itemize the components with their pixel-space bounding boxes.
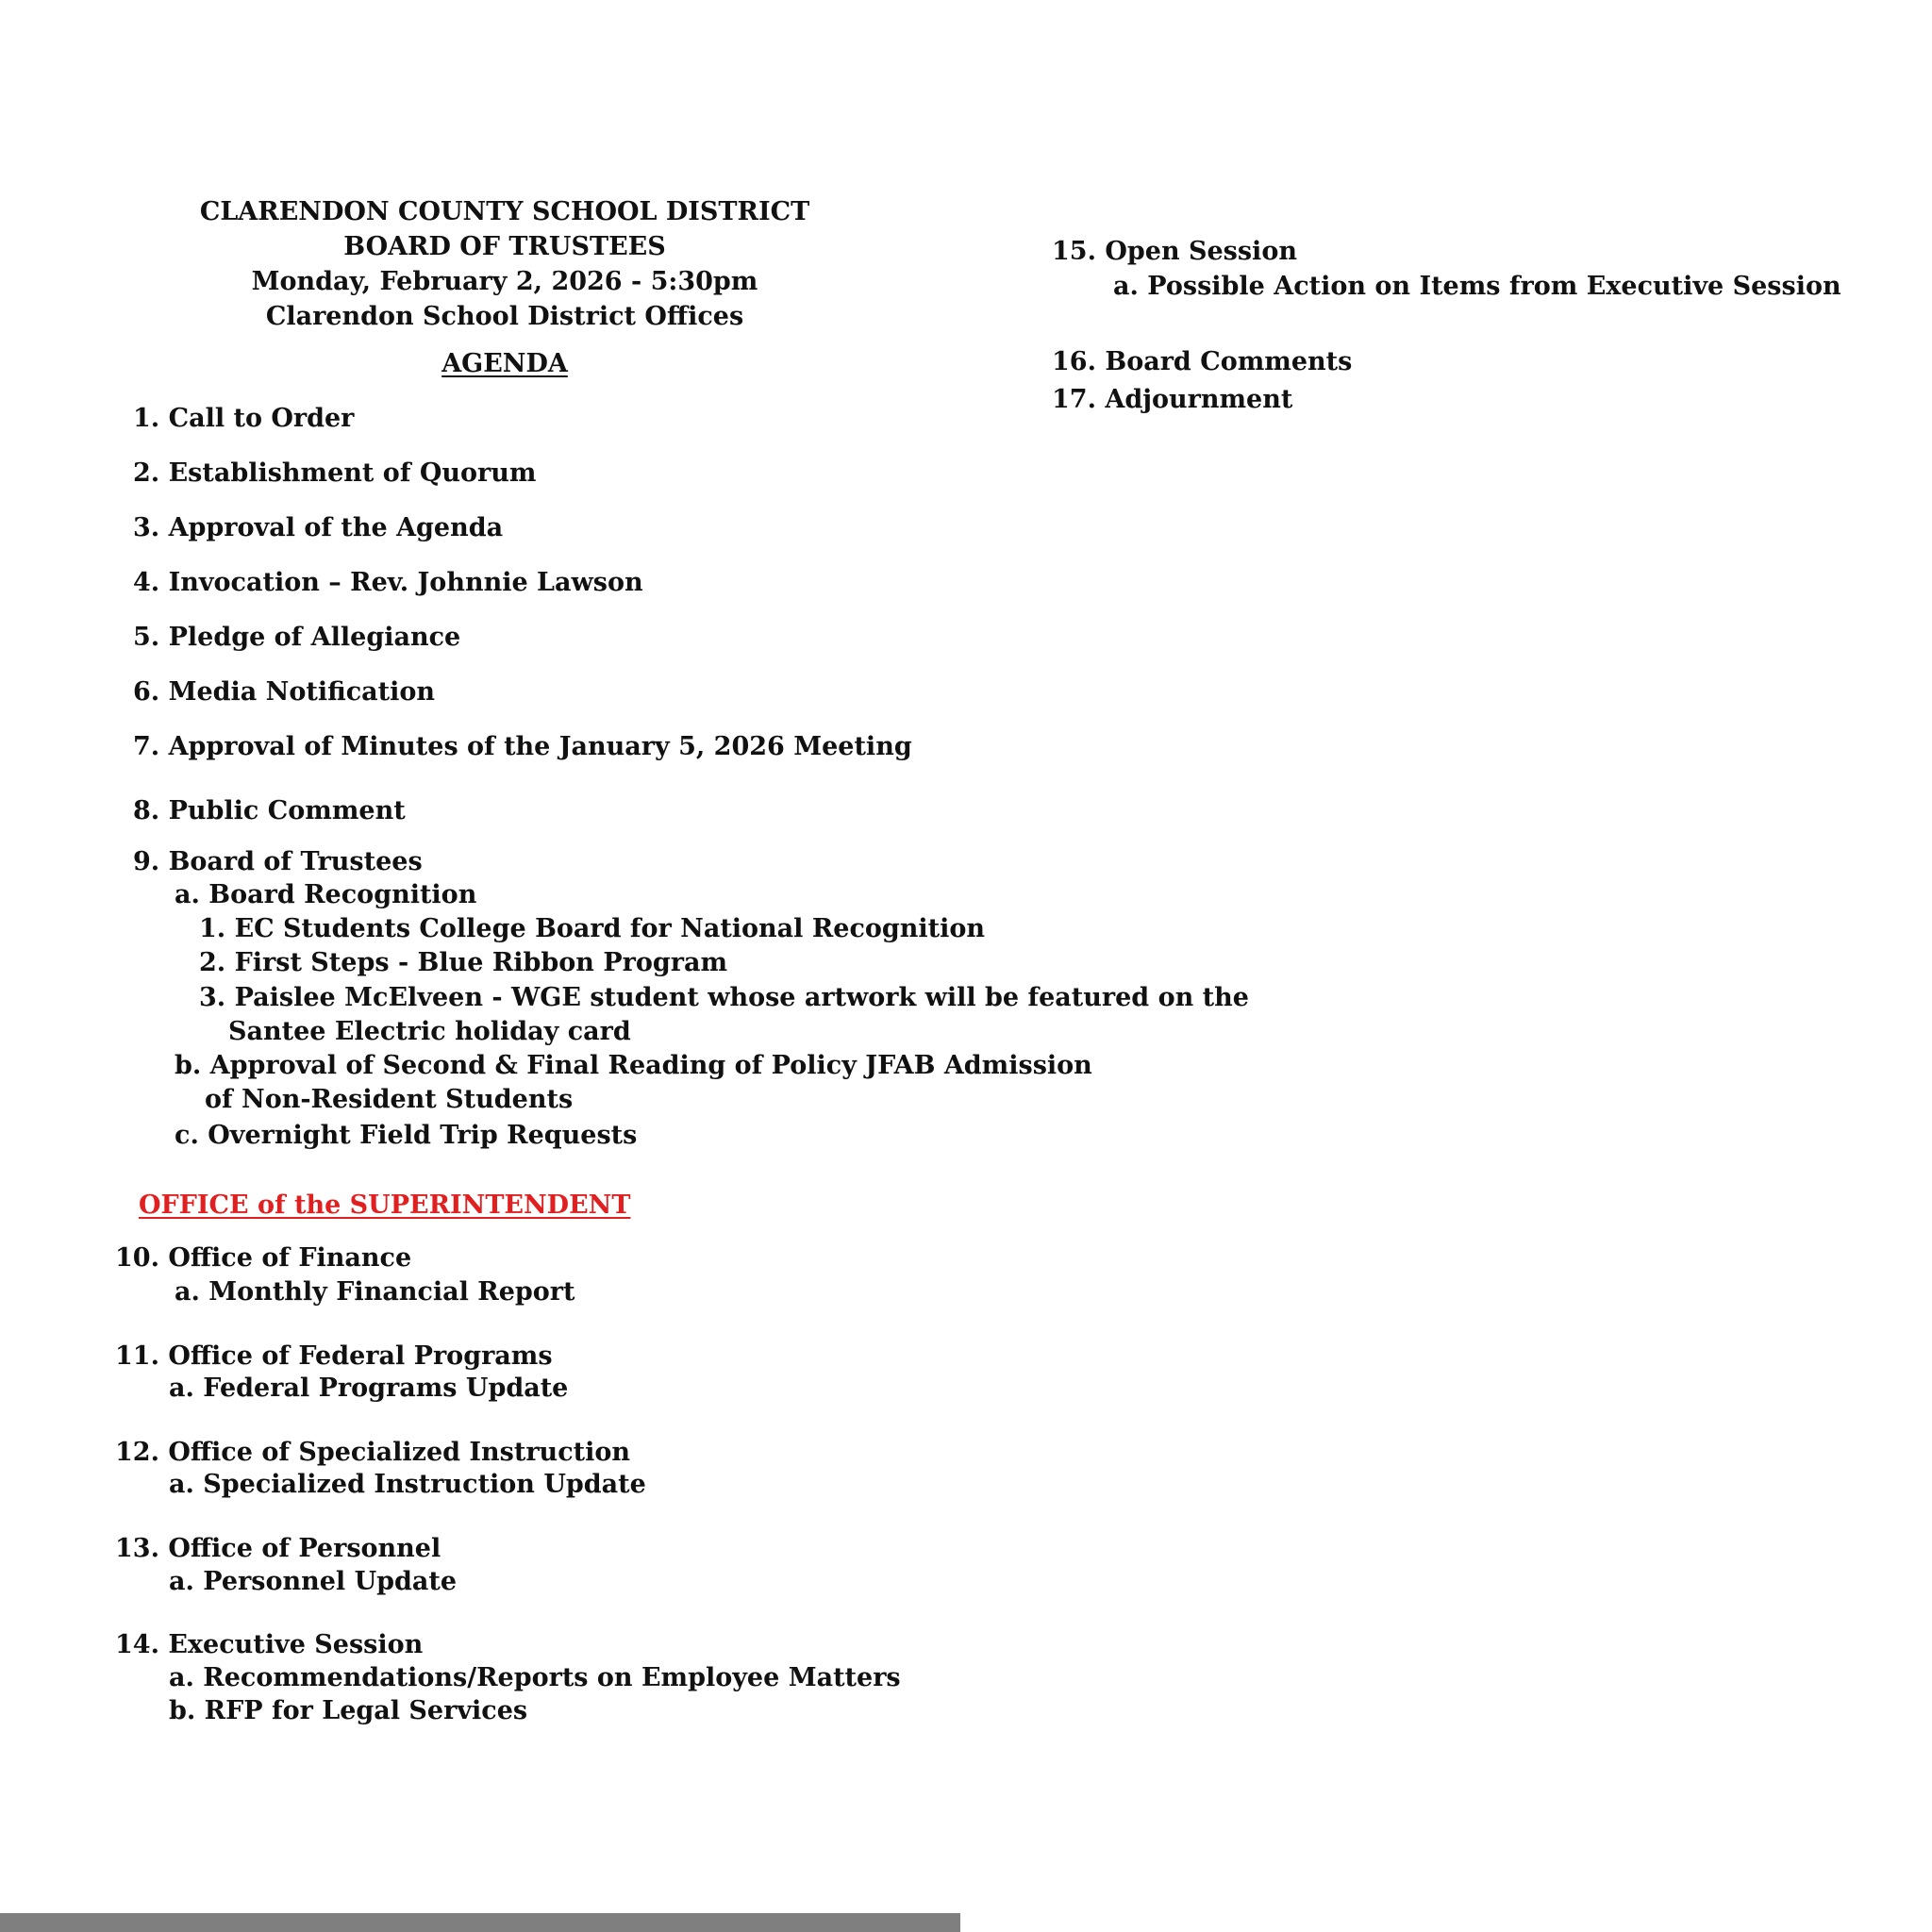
agenda-item-11: 11. Office of Federal Programs	[115, 1341, 553, 1371]
agenda-item-17: 17. Adjournment	[1052, 385, 1293, 414]
agenda-item-9a: a. Board Recognition	[175, 880, 477, 909]
page-bottom-bar	[0, 1913, 960, 1932]
agenda-item-13: 13. Office of Personnel	[115, 1534, 441, 1563]
agenda-item-10a: a. Monthly Financial Report	[175, 1277, 575, 1307]
agenda-item-1: 1. Call to Order	[133, 404, 355, 433]
agenda-item-16: 16. Board Comments	[1052, 347, 1353, 376]
agenda-item-9a1: 1. EC Students College Board for National Recognition	[199, 914, 986, 943]
agenda-item-15: 15. Open Session	[1052, 237, 1297, 266]
agenda-item-9c: c. Overnight Field Trip Requests	[175, 1121, 638, 1150]
agenda-item-14b: b. RFP for Legal Services	[169, 1696, 528, 1725]
agenda-item-2: 2. Establishment of Quorum	[133, 458, 537, 488]
agenda-item-15a: a. Possible Action on Items from Executive Session	[1113, 272, 1841, 301]
agenda-item-14a: a. Recommendations/Reports on Employee Matters	[169, 1663, 901, 1692]
agenda-item-10: 10. Office of Finance	[115, 1243, 412, 1273]
agenda-item-11a: a. Federal Programs Update	[169, 1374, 569, 1403]
agenda-item-9a2: 2. First Steps - Blue Ribbon Program	[199, 948, 728, 977]
agenda-item-9a3: 3. Paislee McElveen - WGE student whose artwork will be featured on the	[199, 983, 1249, 1012]
agenda-item-4: 4. Invocation – Rev. Johnnie Lawson	[133, 568, 643, 597]
superintendent-section-heading: OFFICE of the SUPERINTENDENT	[139, 1191, 631, 1220]
agenda-item-9: 9. Board of Trustees	[133, 847, 423, 876]
agenda-item-12: 12. Office of Specialized Instruction	[115, 1438, 630, 1467]
agenda-item-5: 5. Pledge of Allegiance	[133, 623, 461, 652]
agenda-item-6: 6. Media Notification	[133, 677, 436, 707]
agenda-item-9a3-cont: Santee Electric holiday card	[228, 1017, 631, 1046]
agenda-item-12a: a. Specialized Instruction Update	[169, 1470, 646, 1499]
agenda-left-column: CLARENDON COUNTY SCHOOL DISTRICT BOARD OF TRUSTEES Monday, February 2, 2026 - 5:30pm Clarendon School District Offices AGENDA 1. Call to Order 2. Establishment of Quorum 3. Approval of the Agenda 4. Invocation – Rev. Johnnie Lawson 5. Pledge of Allegiance 6. Media Notification 7. Approval of Minutes of the January 5, 2026 Meeting 8. Public Comment 9. Board of Trustees a. Board Recognition 1. EC Students College Board for National Recognition 2. First Steps - Blue Ribbon Program 3. Paislee McElveen - WGE student whose artwork will be featured on the Santee Electric holiday card b. Approval of Second & Final Reading of Policy JFAB Admission of Non-Resident Students c. Overnight Field Trip Requests OFFICE of the SUPERINTENDENT 10. Office of Finance a. Monthly Financial Report 11. Office of Federal Programs a. Federal Programs Update 12. Office of Specialized Instruction a. Specialized Instruction Update 13. Office of Personnel a. Personnel Update 14. Executive Session a. Recommendations/Reports on Employee Matters b. RFP for Legal Services	[115, 197, 1249, 1725]
agenda-item-8: 8. Public Comment	[133, 796, 406, 825]
agenda-item-3: 3. Approval of the Agenda	[133, 513, 504, 542]
agenda-item-13a: a. Personnel Update	[169, 1567, 458, 1596]
agenda-item-14: 14. Executive Session	[115, 1630, 424, 1659]
agenda-item-9b: b. Approval of Second & Final Reading of Policy JFAB Admission	[175, 1051, 1092, 1080]
agenda-item-9b-cont: of Non-Resident Students	[205, 1085, 574, 1114]
agenda-item-7: 7. Approval of Minutes of the January 5, 2026 Meeting	[133, 732, 912, 761]
